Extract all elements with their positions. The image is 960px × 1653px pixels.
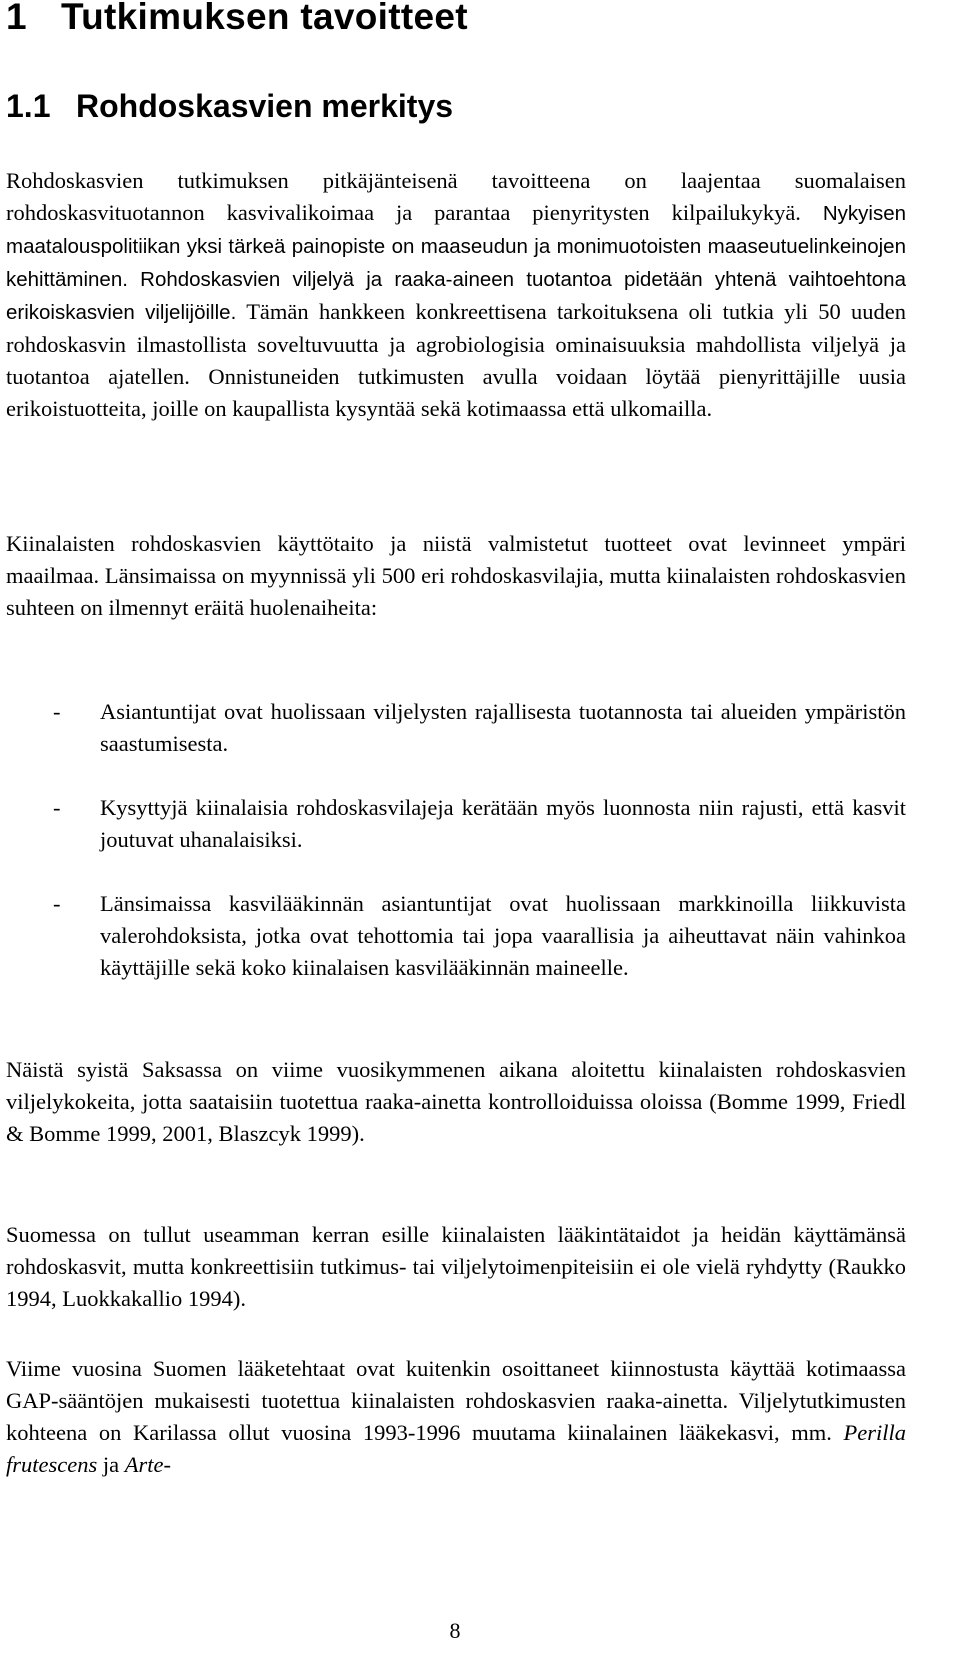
bullet-dash: - — [53, 891, 61, 916]
section-number: 1.1 — [6, 88, 51, 124]
bullet-text: Asiantuntijat ovat huolissaan viljelysten rajallisesta tuotannosta tai alueiden ympäristön saastumisesta. — [100, 699, 906, 756]
paragraph-1-part-d: Onnistuneiden tutkimusten avulla voidaan löytää pienyrittäjille uusia erikoistuotteita, joille on kaupallista kysyntää sekä kotimaassa että ulkomailla. — [6, 364, 906, 421]
chapter-title: Tutkimuksen tavoitteet — [61, 0, 468, 37]
conjunction: ja — [102, 1452, 120, 1477]
bullet-dash: - — [53, 795, 61, 820]
section-heading — [6, 88, 453, 125]
page-number: 8 — [449, 1618, 461, 1643]
bullet-text: Länsimaissa kasvilääkinnän asiantuntijat ovat huolissaan markkinoilla liikkuvista valerohdoksista, jotka ovat tehottomia tai jopa vaarallisia ja aiheuttavat näin vahinkoa käyttäjille sekä koko kiinalaisen kasvilääkinnän maineelle. — [100, 891, 906, 980]
paragraph-3: Näistä syistä Saksassa on viime vuosikymmenen aikana aloitettu kiinalaisten rohdoskasvien viljelykokeita, jotta saataisiin tuotettua raaka-ainetta kontrolloiduissa oloissa (Bomme 1999, Friedl & Bomme 1999, 2001, Blaszcyk 1999). — [6, 1057, 906, 1146]
paragraph-2: Kiinalaisten rohdoskasvien käyttötaito ja niistä valmistetut tuotteet ovat levinneet ympäri maailmaa. Länsimaissa on myynnissä yli 500 eri rohdoskasvilajia, mutta kiinalaisten rohdoskasvien suhteen on ilmennyt eräitä huolenaiheita: — [6, 531, 906, 620]
bullet-dash: - — [53, 699, 61, 724]
paragraph-1-part-a: Rohdoskasvien tutkimuksen pitkäjänteisenä tavoitteena on laajentaa suomalaisen rohdoskasvituotannon kasvivalikoimaa ja parantaa pienyritysten kilpailukykyä. — [6, 168, 906, 225]
section-title: Rohdoskasvien merkitys — [76, 88, 454, 124]
chapter-heading — [6, 0, 468, 38]
paragraph-5 — [6, 1353, 906, 1481]
paragraph-5-text: Viime vuosina Suomen lääketehtaat ovat kuitenkin osoittaneet kiinnostusta käyttää kotimaassa GAP-sääntöjen mukaisesti tuotettua kiinalaisten rohdoskasvien raaka-ainetta. Viljelytutkimusten kohteena on Karilassa ollut vuosina 1993-1996 muutama kiinalainen lääkekasvi, mm. — [6, 1356, 906, 1445]
paragraph-4: Suomessa on tullut useamman kerran esille kiinalaisten lääkintätaidot ja heidän käyttämänsä rohdoskasvit, mutta konkreettisiin tutkimus- tai viljelytoimenpiteisiin ei ole vielä ryhdytty (Raukko 1994, Luokkakallio 1994). — [6, 1222, 906, 1311]
paragraph-1 — [6, 165, 906, 425]
paragraph-1-part-c: Tämän hankkeen konkreettisena tarkoituksena oli tutkia yli 50 uuden rohdoskasvin ilmastollista soveltuvuutta ja agrobiologisia ominaisuuksia mahdollista viljelyä ja tuotantoa ajatellen. — [6, 299, 906, 389]
bullet-text: Kysyttyjä kiinalaisia rohdoskasvilajeja kerätään myös luonnosta niin rajusti, että kasvit joutuvat uhanalaisiksi. — [100, 795, 906, 852]
chapter-number: 1 — [6, 0, 27, 37]
species-name-artemisia: Arte- — [124, 1452, 171, 1477]
species-name-perilla: Perilla frutescens — [6, 1420, 907, 1477]
paragraph-1-part-b: Nykyisen maatalouspolitiikan yksi tärkeä painopiste on maaseudun ja monimuotoisten maaseutuelinkeinojen kehittäminen. Rohdoskasvien viljelyä ja raaka-aineen tuotantoa pidetään yhtenä vaihtoehtona erikoiskasvien viljelijöille. — [6, 202, 907, 324]
